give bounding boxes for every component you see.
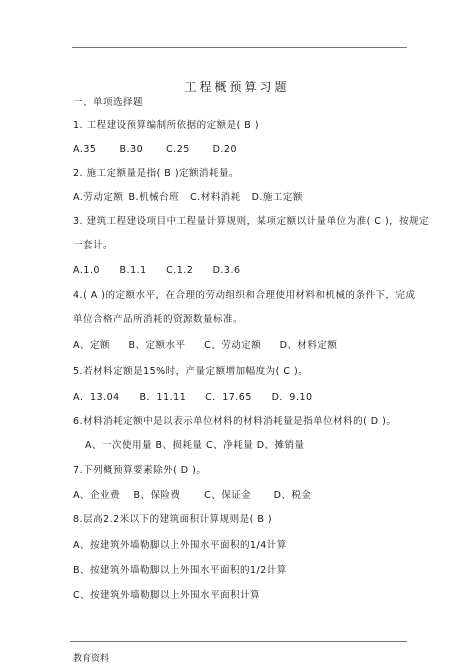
option-b: B.1.1: [119, 265, 147, 276]
answer-options: [73, 144, 237, 156]
answer-options: [73, 340, 337, 352]
option-c: C．17.65: [205, 392, 252, 403]
option-b: B、定额水平: [128, 340, 186, 351]
option-b: B．11.11: [139, 392, 187, 403]
footer-rule: [70, 641, 407, 642]
question-stem: 1. 工程建设预算编制所依据的定额是( B ): [73, 120, 260, 131]
option-a: A.35: [73, 144, 97, 155]
question-stem-continued: 单位合格产品所消耗的资源数量标准。: [73, 314, 244, 325]
option-c: C.25: [166, 144, 190, 155]
question-stem: 6.材料消耗定额中是以表示单位材料的材料消耗量是指单位材料的( D )。: [73, 416, 397, 427]
option-c: C.1.2: [166, 265, 194, 276]
question-stem: 2. 施工定额量是指( B )定额消耗量。: [73, 168, 240, 179]
option-d: D、材料定额: [279, 340, 338, 351]
option-d: D、税金: [273, 490, 312, 501]
answer-options: [73, 490, 311, 502]
answer-options: [73, 192, 303, 204]
question-stem-continued: 一套计。: [73, 240, 114, 251]
question-options-inline: A、一次使用量 B、损耗量 C、净耗量 D、摊销量: [85, 440, 305, 451]
option-a: A、定额: [73, 340, 110, 351]
question-stem: 8.层高2.2米以下的建筑面积计算规则是( B ): [73, 514, 273, 525]
question-stem: 4.( A )的定额水平，在合理的劳动组织和合理使用材料和机械的条件下，完成: [73, 290, 416, 301]
option-c: C.材料消耗: [190, 192, 241, 203]
option-c: C、保证金: [204, 490, 252, 501]
option-a: A.劳动定额: [73, 192, 124, 203]
option-c: C、劳动定额: [204, 340, 262, 351]
option-d: D.施工定额: [251, 192, 303, 203]
answer-option: B、按建筑外墙勒脚以上外围水平面积的1/2计算: [73, 565, 287, 576]
option-a: A.1.0: [73, 265, 100, 276]
answer-options: [73, 265, 241, 277]
option-a: A、企业费: [73, 490, 120, 501]
question-stem: 7.下列概预算要素除外( D )。: [73, 465, 207, 476]
option-b: B.30: [119, 144, 144, 155]
option-d: D.3.6: [212, 265, 241, 276]
section-heading: 一、单项选择题: [73, 97, 144, 108]
option-d: D．9.10: [271, 392, 313, 403]
footer-label: 教育资料: [73, 654, 110, 664]
answer-options: [73, 392, 313, 404]
question-stem: 3. 建筑工程建设项目中工程量计算规则，某项定额以计量单位为准( C )，按规定: [73, 216, 430, 227]
question-stem: 5.若材料定额是15%时，产量定额增加幅度为( C )。: [73, 366, 309, 377]
option-a: A．13.04: [73, 392, 120, 403]
option-b: B、保险费: [133, 490, 181, 501]
header-rule: [72, 47, 407, 48]
answer-option: C、按建筑外墙勒脚以上外围水平面积计算: [73, 590, 261, 601]
document-title: 工程概预算习题: [184, 80, 290, 94]
option-b: B.机械台班: [128, 192, 180, 203]
answer-option: A、按建筑外墙勒脚以上外围水平面积的1/4计算: [73, 540, 287, 551]
option-d: D.20: [212, 144, 238, 155]
